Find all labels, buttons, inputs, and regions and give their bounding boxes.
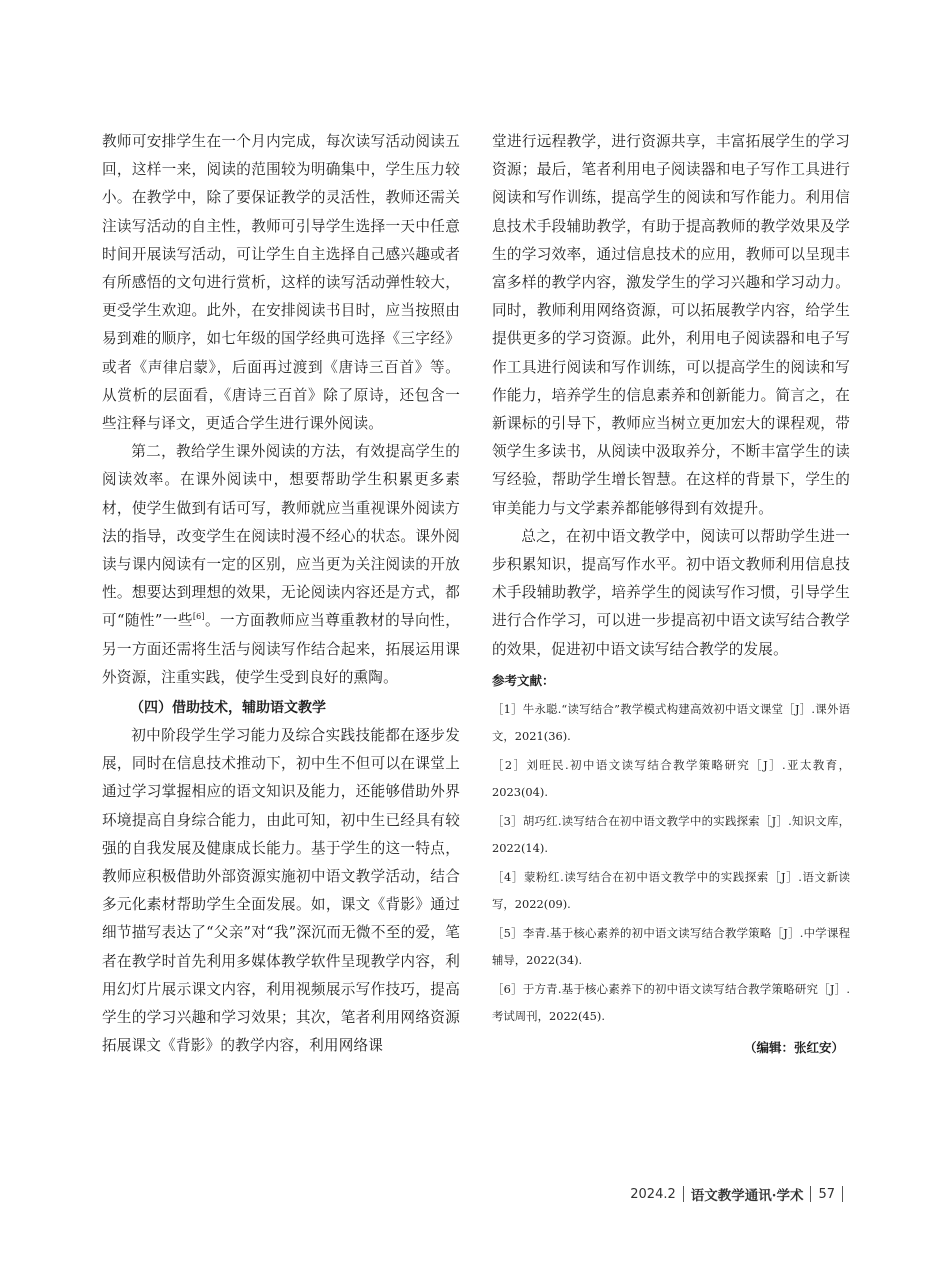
citation-superscript: [6]	[192, 612, 205, 622]
reference-list	[492, 696, 850, 1030]
body-paragraph: 总之，在初中语文教学中，阅读可以帮助学生进一步积累知识，提高写作水平。初中语文教师利用信息技术手段辅助教学，培养学生的阅读写作习惯，引导学生进行合作学习，可以进一步提高初中语文读写结合教学的效果，促进初中语文读写结合教学的发展。	[492, 527, 850, 658]
body-paragraph: 教师可安排学生在一个月内完成，每次读写活动阅读五回，这样一来，阅读的范围较为明确集中，学生压力较小。在教学中，除了要保证教学的灵活性，教师还需关注读写活动的自主性，教师可引导学生选择一天中任意时间开展读写活动，可让学生自主选择自己感兴趣或者有所感悟的文句进行赏析，这样的读写活动弹性较大，更受学生欢迎。此外，在安排阅读书目时，应当按照由易到难的顺序，如七年级的国学经典可选择《三字经》或者《声律启蒙》，后面再过渡到《唐诗三百首》等。从赏析的层面看，《唐诗三百首》除了原诗，还包含一些注释与译文，更适合学生进行课外阅读。	[102, 133, 460, 433]
body-paragraph: 堂进行远程教学，进行资源共享，丰富拓展学生的学习资源；最后，笔者利用电子阅读器和电子写作工具进行阅读和写作训练，提高学生的阅读和写作能力。利用信息技术手段辅助教学，有助于提高教师的教学效果及学生的学习效率，通过信息技术的应用，教师可以呈现丰富多样的教学内容，激发学生的学习兴趣和学习动力。同时，教师利用网络资源，可以拓展教学内容，给学生提供更多的学习资源。此外，利用电子阅读器和电子写作工具进行阅读和写作训练，可以提高学生的阅读和写作能力，培养学生的信息素养和创新能力。简言之，在新课标的引导下，教师应当树立更加宏大的课程观，带领学生多读书，从阅读中汲取养分，不断丰富学生的读写经验，帮助学生增长智慧。在这样的背景下，学生的审美能力与文学素养都能够得到有效提升。	[492, 133, 850, 517]
footer-divider	[683, 1186, 684, 1202]
reference-item: ［6］于方青.基于核心素养下的初中语文读写结合教学策略研究［J］.考试周刊，2022(45).	[492, 981, 850, 1023]
paragraph-text: 。一方面教师应当尊重教材的导向性，另一方面还需将生活与阅读写作结合起来，拓展运用课外资源，注重实践，使学生受到良好的熏陶。	[102, 612, 460, 686]
reference-item: ［5］李青.基于核心素养的初中语文读写结合教学策略［J］.中学课程辅导，2022(34).	[492, 925, 850, 967]
reference-item: ［2］刘旺民.初中语文读写结合教学策略研究［J］.亚太教育，2023(04).	[492, 757, 850, 799]
reference-item: ［3］胡巧红.读写结合在初中语文教学中的实践探索［J］.知识文库，2022(14).	[492, 813, 850, 855]
reference-item: ［4］蒙粉红.读写结合在初中语文教学中的实践探索［J］.语文新读写，2022(09).	[492, 869, 850, 911]
editor-credit: （编辑：张红安）	[743, 1039, 844, 1055]
right-column	[492, 128, 850, 1056]
footer-divider	[810, 1186, 811, 1202]
reference-item: ［1］牛永聪.“读写结合”教学模式构建高效初中语文课堂［J］.课外语文，2021(36).	[492, 701, 850, 743]
body-paragraph	[102, 438, 460, 692]
journal-name: 语文教学通讯·学术	[690, 1188, 804, 1204]
body-paragraph: 初中阶段学生学习能力及综合实践技能都在逐步发展，同时在信息技术推动下，初中生不但可以在课堂上通过学习掌握相应的语文知识及能力，还能够借助外界环境提高自身综合能力，由此可知，初中生已经具有较强的自我发展及健康成长能力。基于学生的这一特点，教师应积极借助外部资源实施初中语文教学活动，结合多元化素材帮助学生全面发展。如，课文《背影》通过细节描写表达了“父亲”对“我”深沉而无微不至的爱，笔者在教学时首先利用多媒体教学软件呈现教学内容，利用幻灯片展示课文内容，利用视频展示写作技巧，提高学生的学习兴趣和学习效果；其次，笔者利用网络资源拓展课文《背影》的教学内容，利用网络课	[102, 727, 460, 1055]
left-column	[102, 128, 460, 1061]
page-footer	[630, 1184, 850, 1204]
issue-date: 2024.2	[630, 1186, 676, 1202]
page-number: 57	[818, 1186, 835, 1202]
references-title: 参考文献：	[492, 672, 555, 688]
footer-divider	[842, 1186, 843, 1202]
paragraph-text: 第二，教给学生课外阅读的方法，有效提高学生的阅读效率。在课外阅读中，想要帮助学生积累更多素材，使学生做到有话可写，教师就应当重视课外阅读方法的指导，改变学生在阅读时漫不经心的状态。课外阅读与课内阅读有一定的区别，应当更为关注阅读的开放性。想要达到理想的效果，无论阅读内容还是方式，都可“随性”一些	[102, 443, 460, 630]
section-heading: （四）借助技术，辅助语文教学	[130, 700, 326, 717]
